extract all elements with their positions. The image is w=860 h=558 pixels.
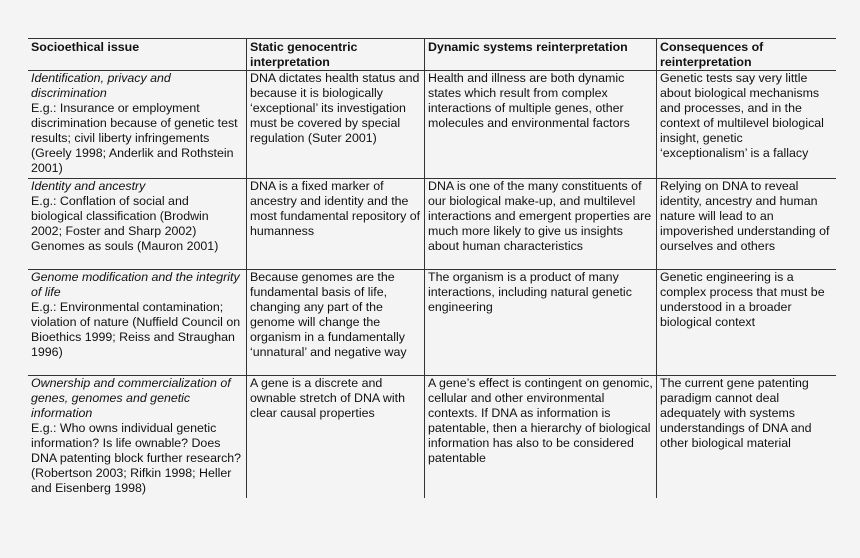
- dynamic-cell: A gene’s effect is contingent on genomic, cellular and other environmental contexts. If DNA as information is patentable, then a hierarchy of biological information has also to be considered patentable: [424, 376, 656, 498]
- issue-title: Identification, privacy and discrimination: [31, 71, 171, 100]
- consequences-cell: The current gene patenting paradigm cannot deal adequately with systems understandings of DNA and other biological material: [656, 376, 836, 498]
- header-static-genocentric: Static genocentric interpretation: [246, 39, 424, 70]
- consequences-cell: Genetic engineering is a complex process that must be understood in a broader biological context: [656, 270, 836, 375]
- static-cell: DNA is a fixed marker of ancestry and identity and the most fundamental repository of humanness: [246, 179, 424, 269]
- issue-title: Genome modification and the integrity of life: [31, 270, 240, 299]
- table-row: [28, 71, 836, 179]
- socioethical-table: [28, 38, 836, 498]
- header-dynamic-systems: Dynamic systems reinterpretation: [424, 39, 656, 70]
- table-row: [28, 270, 836, 376]
- table-row: [28, 179, 836, 270]
- table-row: [28, 376, 836, 498]
- issue-text: E.g.: Insurance or employment discrimination because of genetic test results; civil liberty infringements (Greely 1998; Anderlik and Rothstein 2001): [31, 101, 238, 175]
- issue-cell: [28, 376, 246, 498]
- issue-text: E.g.: Environmental contamination; violation of nature (Nuffield Council on Bioethics 1999; Reiss and Straughan 1996): [31, 300, 241, 359]
- consequences-cell: Genetic tests say very little about biological mechanisms and processes, and in the context of multilevel biological insight, genetic ‘exceptionalism’ is a fallacy: [656, 71, 836, 178]
- static-cell: DNA dictates health status and because it is biologically ‘exceptional’ its investigation must be covered by special regulation (Suter 2001): [246, 71, 424, 178]
- dynamic-cell: DNA is one of the many constituents of our biological make-up, and multilevel interactions and emergent properties are much more likely to give us insights about human characteristics: [424, 179, 656, 269]
- issue-cell: [28, 179, 246, 269]
- header-socioethical-issue: Socioethical issue: [31, 40, 140, 54]
- table-header-row: [28, 39, 836, 71]
- dynamic-cell: Health and illness are both dynamic states which result from complex interactions of multiple genes, other molecules and environmental factors: [424, 71, 656, 178]
- issue-text: E.g.: Who owns individual genetic information? Is life ownable? Does DNA patenting block further research? (Robertson 2003; Rifkin 1998; Heller and Eisenberg 1998): [31, 421, 242, 495]
- dynamic-cell: The organism is a product of many interactions, including natural genetic engineering: [424, 270, 656, 375]
- static-cell: Because genomes are the fundamental basis of life, changing any part of the genome will change the organism in a fundamentally ‘unnatural’ and negative way: [246, 270, 424, 375]
- issue-title: Identity and ancestry: [31, 179, 146, 193]
- issue-cell: [28, 71, 246, 178]
- issue-text: E.g.: Conflation of social and biological classification (Brodwin 2002; Foster and Sharp 2002) Genomes as souls (Mauron 2001): [31, 194, 219, 253]
- issue-title: Ownership and commercialization of genes, genomes and genetic information: [31, 376, 231, 420]
- static-cell: A gene is a discrete and ownable stretch of DNA with clear causal properties: [246, 376, 424, 498]
- header-consequences: Consequences of reinterpretation: [656, 39, 836, 70]
- issue-cell: [28, 270, 246, 375]
- consequences-cell: Relying on DNA to reveal identity, ancestry and human nature will lead to an impoverished understanding of ourselves and others: [656, 179, 836, 269]
